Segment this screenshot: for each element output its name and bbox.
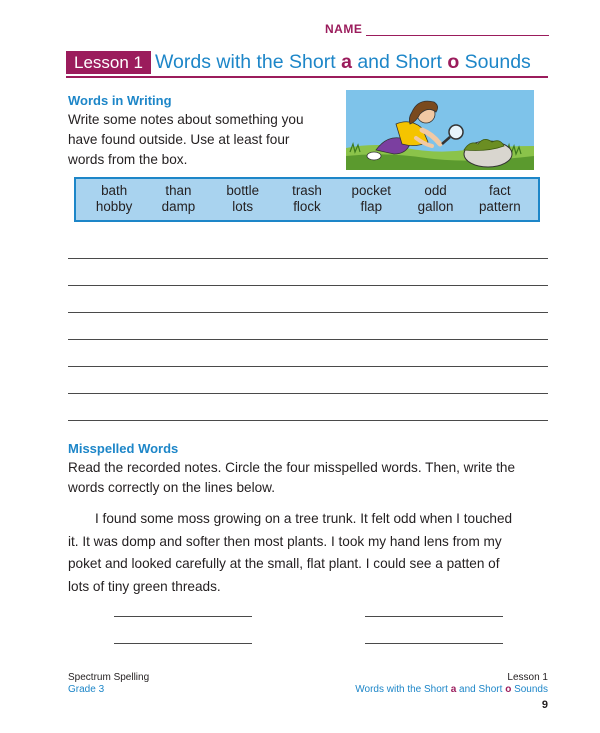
misspelled-instr-line2: words correctly on the lines below. bbox=[68, 480, 276, 495]
footer-letter-o: o bbox=[505, 684, 512, 695]
word-box bbox=[74, 177, 540, 222]
footer-letter-a: a bbox=[450, 684, 457, 695]
footer-left bbox=[68, 672, 149, 696]
word-item: fact bbox=[489, 183, 511, 198]
page-number: 9 bbox=[541, 699, 548, 711]
girl-magnifier-illustration bbox=[346, 90, 534, 170]
name-field[interactable] bbox=[325, 22, 549, 36]
title-part2: and Short bbox=[351, 51, 448, 73]
misspelled-instructions bbox=[68, 458, 548, 498]
answer-line[interactable] bbox=[365, 643, 503, 644]
title-part3: Sounds bbox=[459, 51, 531, 73]
answer-line[interactable] bbox=[365, 616, 503, 617]
word-item: than bbox=[165, 183, 192, 198]
word-item: bath bbox=[101, 183, 128, 198]
writing-line[interactable] bbox=[68, 420, 548, 421]
footer-lesson-title bbox=[355, 684, 548, 696]
name-label: NAME bbox=[325, 22, 363, 36]
writing-instr-line2: have found outside. Use at least four bbox=[68, 132, 290, 147]
writing-instr-line3: words from the box. bbox=[68, 152, 188, 167]
writing-line[interactable] bbox=[68, 258, 548, 259]
writing-instr-line1: Write some notes about something you bbox=[68, 112, 304, 127]
misspelled-instr-line1: Read the recorded notes. Circle the four misspelled words. Then, write the bbox=[68, 460, 516, 475]
page-title bbox=[155, 50, 531, 75]
footer-grade: Grade 3 bbox=[68, 684, 105, 695]
name-write-line[interactable] bbox=[366, 23, 549, 36]
word-box-row-1 bbox=[76, 183, 538, 198]
recorded-notes-passage bbox=[68, 508, 548, 598]
word-item: damp bbox=[161, 199, 196, 214]
lesson-badge: Lesson 1 bbox=[66, 51, 151, 74]
passage-line4: lots of tiny green threads. bbox=[68, 578, 221, 594]
footer-title-part2: and Short bbox=[456, 684, 506, 695]
writing-line[interactable] bbox=[68, 339, 548, 340]
word-item: pocket bbox=[351, 183, 391, 198]
title-divider bbox=[66, 76, 548, 78]
word-item: flock bbox=[293, 199, 321, 214]
footer-title-part3: Sounds bbox=[511, 684, 548, 695]
misspelled-words-heading: Misspelled Words bbox=[68, 441, 179, 456]
word-item: hobby bbox=[95, 199, 133, 214]
footer-right bbox=[355, 672, 548, 696]
passage-line3: poket and looked carefully at the small, flat plant. I could see a patten of bbox=[68, 556, 500, 571]
passage-line1: I found some moss growing on a tree trunk. It felt odd when I touched bbox=[95, 511, 513, 526]
writing-instructions bbox=[68, 110, 348, 170]
word-item: flap bbox=[360, 199, 383, 214]
word-item: lots bbox=[232, 199, 254, 214]
title-letter-o: o bbox=[447, 51, 460, 73]
title-letter-a: a bbox=[341, 51, 352, 73]
word-box-row-2 bbox=[76, 199, 538, 214]
word-item: gallon bbox=[417, 199, 454, 214]
writing-line[interactable] bbox=[68, 285, 548, 286]
word-item: bottle bbox=[226, 183, 260, 198]
word-item: pattern bbox=[478, 199, 521, 214]
lesson-title bbox=[66, 50, 548, 76]
words-in-writing-heading: Words in Writing bbox=[68, 93, 172, 108]
word-item: odd bbox=[424, 183, 447, 198]
passage-line2: it. It was domp and softer then most plants. I took my hand lens from my bbox=[68, 533, 502, 549]
writing-line[interactable] bbox=[68, 393, 548, 394]
footer-title-part1: Words with the Short bbox=[355, 684, 451, 695]
title-part1: Words with the Short bbox=[155, 51, 342, 73]
answer-line[interactable] bbox=[114, 643, 252, 644]
footer-publisher: Spectrum Spelling bbox=[68, 672, 150, 683]
word-item: trash bbox=[292, 183, 322, 198]
writing-line[interactable] bbox=[68, 312, 548, 313]
writing-line[interactable] bbox=[68, 366, 548, 367]
footer-lesson: Lesson 1 bbox=[507, 672, 548, 683]
answer-line[interactable] bbox=[114, 616, 252, 617]
